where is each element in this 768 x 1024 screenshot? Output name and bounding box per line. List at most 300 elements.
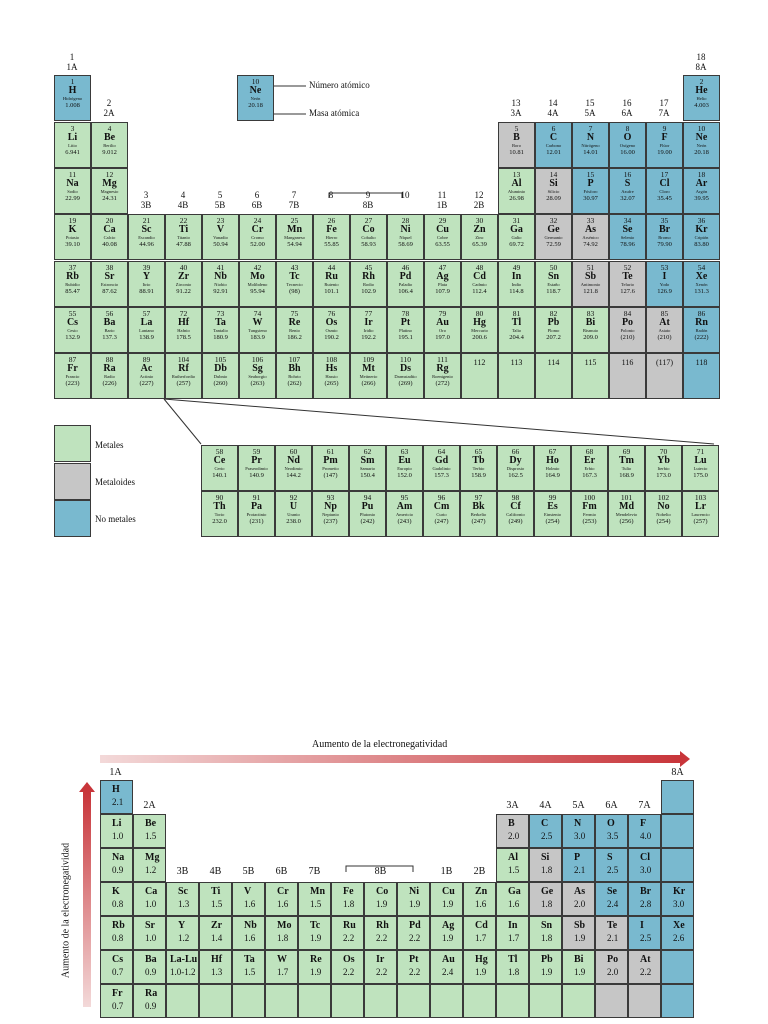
element-symbol: Pt (409, 954, 419, 965)
atomic-number: 28 (401, 216, 410, 225)
element-name: Actinio (139, 374, 154, 379)
element-symbol: Cs (112, 954, 124, 965)
atomic-number: 94 (363, 493, 372, 502)
electronegativity-value: 2.2 (376, 933, 388, 943)
element-symbol: Xe (673, 920, 685, 931)
group-family-4: 4B (177, 200, 189, 210)
atomic-number: 108 (325, 355, 338, 364)
atomic-mass: 178.5 (176, 334, 191, 341)
element-symbol: Sn (541, 920, 553, 931)
element-symbol: Ra (145, 988, 158, 999)
element-name: Neón (696, 143, 707, 148)
electronegativity-value: 2.5 (640, 933, 652, 943)
atomic-mass: (266) (361, 380, 376, 387)
atomic-number: 106 (251, 355, 264, 364)
element-symbol: Zr (177, 271, 190, 282)
en-element-b (496, 814, 529, 848)
element-symbol: Ni (400, 224, 411, 235)
element-symbol: P (574, 852, 581, 863)
en-element-bi (562, 950, 595, 984)
element-name: Rodio (362, 282, 374, 287)
group-number-13: 13 (511, 98, 521, 108)
en-element-h (100, 780, 133, 814)
element-name: Gadolinio (432, 466, 451, 471)
element-symbol: I (640, 920, 644, 931)
atomic-number: 47 (438, 263, 447, 272)
atomic-number: 68 (585, 447, 594, 456)
electronegativity-value: 0.7 (112, 1001, 124, 1011)
atomic-number: 48 (475, 263, 484, 272)
electronegativity-value: 3.5 (607, 831, 619, 841)
en-element-pd (397, 916, 430, 950)
element-symbol: Np (324, 501, 337, 512)
electronegativity-value: 1.3 (178, 899, 190, 909)
electronegativity-value: 1.4 (211, 933, 223, 943)
element-symbol: Co (376, 886, 389, 897)
electronegativity-value: 1.2 (145, 865, 157, 875)
atomic-mass: 207.2 (546, 334, 561, 341)
element-symbol: Bi (585, 317, 596, 328)
atomic-number: 105 (214, 355, 227, 364)
en-empty-cell (199, 984, 232, 1018)
element-name: Hierro (325, 235, 338, 240)
en-element-ti (199, 882, 232, 916)
electronegativity-value: 2.1 (574, 865, 586, 875)
en-group-label-17: 7A (638, 800, 651, 811)
element-name: Arsénico (582, 235, 599, 240)
atomic-mass: 167.3 (582, 472, 597, 479)
element-name: Litio (68, 143, 77, 148)
legend-metal-label: Metales (95, 440, 124, 450)
atomic-mass: 91.22 (176, 288, 191, 295)
element-symbol: F (640, 818, 647, 829)
en-element-at (628, 950, 661, 984)
atomic-mass: 168.9 (619, 472, 634, 479)
atomic-number: 53 (660, 263, 669, 272)
atomic-mass: (226) (102, 380, 117, 387)
electronegativity-value: 1.5 (145, 831, 157, 841)
element-name: Curio (436, 512, 447, 517)
element-name: Manganeso (284, 235, 305, 240)
element-symbol: Sn (547, 271, 560, 282)
atomic-number: 90 (215, 493, 224, 502)
en-group-label-18: 8A (671, 767, 684, 778)
element-name: Hassio (325, 374, 338, 379)
element-symbol: O (623, 132, 632, 143)
electronegativity-value: 2.1 (607, 933, 619, 943)
group-number-3: 3 (143, 190, 149, 200)
atomic-number: 9 (662, 124, 667, 133)
atomic-mass: 186.2 (287, 334, 302, 341)
element-name: Oxígeno (619, 143, 636, 148)
element-symbol: Ta (215, 317, 226, 328)
element-symbol: Ru (343, 920, 356, 931)
group-family-3: 3B (140, 200, 152, 210)
atomic-mass: 78.96 (620, 241, 635, 248)
en-empty-cell (430, 984, 463, 1018)
atomic-mass: 175.0 (693, 472, 708, 479)
atomic-mass: (242) (360, 518, 375, 525)
electronegativity-value: 1.6 (244, 899, 256, 909)
element-name: Silicio (547, 189, 560, 194)
atomic-mass: 131.3 (694, 288, 709, 295)
atomic-mass: 126.9 (657, 288, 672, 295)
atomic-number: 114 (547, 358, 560, 367)
element-symbol: U (289, 501, 298, 512)
electronegativity-value: 2.0 (574, 899, 586, 909)
element-name: Telurio (621, 282, 634, 287)
atomic-number: 54 (697, 263, 706, 272)
en-element-po (595, 950, 628, 984)
atomic-number: 14 (549, 170, 558, 179)
atomic-number: 3 (70, 124, 75, 133)
electronegativity-value: 1.0 (145, 933, 157, 943)
element-name: Rutherfordio (171, 374, 196, 379)
element-symbol: Fm (582, 501, 597, 512)
en-element-be (133, 814, 166, 848)
element-symbol: Hs (325, 363, 338, 374)
atomic-number: 59 (252, 447, 261, 456)
en-element-os (331, 950, 364, 984)
element-name: Dubnio (213, 374, 228, 379)
element-symbol: Tm (619, 455, 634, 466)
electronegativity-value: 2.5 (607, 865, 619, 875)
element-symbol: Tl (508, 954, 518, 965)
element-symbol: Pa (250, 501, 263, 512)
atomic-mass: (272) (435, 380, 450, 387)
en-empty-cell (166, 984, 199, 1018)
element-name: Prometio (322, 466, 339, 471)
atomic-number: 55 (68, 309, 77, 318)
en-element-y (166, 916, 199, 950)
element-symbol: Nb (244, 920, 257, 931)
atomic-number: 26 (327, 216, 336, 225)
atomic-number: 12 (105, 170, 114, 179)
element-name: Iridio (363, 328, 374, 333)
atomic-number: 60 (289, 447, 298, 456)
element-name: Rubidio (65, 282, 80, 287)
atomic-number: 8 (625, 124, 630, 133)
element-symbol: Ga (508, 886, 521, 897)
atomic-mass: 150.4 (360, 472, 375, 479)
atomic-number: 66 (511, 447, 520, 456)
group-family-1: 1A (66, 62, 78, 72)
atomic-number: 96 (437, 493, 446, 502)
group-family-2: 2A (103, 108, 115, 118)
element-name: Escandio (138, 235, 155, 240)
en-element-mo (265, 916, 298, 950)
atomic-number: 98 (511, 493, 520, 502)
element-name: Niobio (214, 282, 227, 287)
electronegativity-value: 3.0 (574, 831, 586, 841)
element-symbol: Lr (694, 501, 707, 512)
atomic-mass: 102.9 (361, 288, 376, 295)
atomic-number: 17 (660, 170, 669, 179)
element-symbol: He (695, 85, 708, 96)
group-family-7: 7B (288, 200, 300, 210)
group-number-1: 1 (69, 52, 75, 62)
atomic-number: (117) (655, 358, 674, 367)
element-name: Mendelevio (615, 512, 638, 517)
element-symbol: Pr (251, 455, 262, 466)
element-symbol: Hg (475, 954, 488, 965)
element-name: Magnesio (100, 189, 119, 194)
label-atomic-number: Número atómico (309, 80, 370, 90)
element-name: Potasio (65, 235, 80, 240)
en-element-cd (463, 916, 496, 950)
en-group-label-2: 2A (143, 800, 156, 811)
en-element-rh (364, 916, 397, 950)
element-name: Nitrógeno (581, 143, 600, 148)
label-atomic-mass: Masa atómica (309, 108, 360, 118)
group-number-15: 15 (585, 98, 595, 108)
element-name: Fermio (583, 512, 596, 517)
element-symbol: Rb (66, 271, 79, 282)
atomic-mass: (231) (249, 518, 264, 525)
atomic-number: 10 (697, 124, 706, 133)
element-symbol: Ds (399, 363, 412, 374)
en-element-al (496, 848, 529, 882)
element-symbol: Er (583, 455, 596, 466)
element-symbol: No (657, 501, 670, 512)
group-family-18: 8A (695, 62, 707, 72)
atomic-number: 107 (288, 355, 301, 364)
atomic-mass: 195.1 (398, 334, 413, 341)
en-element-sn (529, 916, 562, 950)
element-symbol: Es (547, 501, 558, 512)
electronegativity-value: 1.0-1.2 (170, 967, 196, 977)
atomic-mass: 65.39 (472, 241, 487, 248)
atomic-mass: 112.4 (472, 288, 487, 295)
atomic-number: 91 (252, 493, 261, 502)
element-symbol: Rf (178, 363, 189, 374)
element-name: Tecnecio (286, 282, 303, 287)
electronegativity-value: 1.9 (541, 967, 553, 977)
element-symbol: Hf (211, 954, 223, 965)
element-name: Neodimio (284, 466, 303, 471)
atomic-number: 62 (363, 447, 372, 456)
element-symbol: Cu (436, 224, 449, 235)
electronegativity-value: 1.6 (277, 899, 289, 909)
group-number-6: 6 (254, 190, 260, 200)
atomic-number: 70 (659, 447, 668, 456)
atomic-mass: 83.80 (694, 241, 709, 248)
element-symbol: Y (142, 271, 151, 282)
element-symbol: Sb (574, 920, 586, 931)
element-symbol: Gd (434, 455, 449, 466)
element-symbol: Ce (213, 455, 226, 466)
atomic-number: 38 (105, 263, 114, 272)
element-symbol: Co (362, 224, 375, 235)
atomic-number: 19 (68, 216, 77, 225)
element-symbol: Ba (103, 317, 116, 328)
en-element-ba (133, 950, 166, 984)
atomic-mass: 50.94 (213, 241, 228, 248)
electronegativity-value: 2.2 (640, 967, 652, 977)
en-element-fr (100, 984, 133, 1018)
element-symbol: N (574, 818, 582, 829)
element-name: Paladio (398, 282, 413, 287)
atomic-mass: 173.0 (656, 472, 671, 479)
en-element-tc (298, 916, 331, 950)
en-empty-cell (364, 984, 397, 1018)
atomic-mass: (227) (139, 380, 154, 387)
element-symbol: Ho (546, 455, 559, 466)
group-family-13: 3A (510, 108, 522, 118)
en-group-label-6: 6B (275, 866, 288, 877)
atomic-number: 88 (105, 355, 114, 364)
atomic-mass: 39.95 (694, 195, 709, 202)
atomic-mass: 200.6 (472, 334, 487, 341)
element-symbol: V (216, 224, 225, 235)
element-symbol: Be (145, 818, 157, 829)
atomic-number: 63 (400, 447, 409, 456)
atomic-number: 6 (551, 124, 556, 133)
element-name: Cerio (214, 466, 225, 471)
atomic-mass: 204.4 (509, 334, 524, 341)
element-symbol: Dy (509, 455, 522, 466)
atomic-number: 103 (694, 493, 707, 502)
electronegativity-value: 1.5 (211, 899, 223, 909)
atomic-mass: 162.5 (508, 472, 523, 479)
atomic-mass: 1.008 (65, 102, 80, 109)
atomic-mass: 39.10 (65, 241, 80, 248)
electronegativity-value: 3.0 (673, 899, 685, 909)
element-symbol: I (662, 271, 667, 282)
element-name: Argón (695, 189, 708, 194)
atomic-mass: (147) (323, 472, 338, 479)
en-element-si (529, 848, 562, 882)
element-name: Praseodimio (245, 466, 268, 471)
en-element-w (265, 950, 298, 984)
en-element-sr (133, 916, 166, 950)
atomic-number: 113 (510, 358, 523, 367)
atomic-mass: 121.8 (583, 288, 598, 295)
atomic-number: 25 (290, 216, 299, 225)
element-name: Estaño (547, 282, 560, 287)
element-symbol: Pb (541, 954, 553, 965)
atomic-number: 75 (290, 309, 299, 318)
atomic-number: 43 (290, 263, 299, 272)
atomic-mass: (223) (65, 380, 80, 387)
element-name: Tantalio (213, 328, 228, 333)
en-element-cs (100, 950, 133, 984)
atomic-number: 15 (586, 170, 595, 179)
element-name: Darmstadtio (394, 374, 417, 379)
element-symbol: Hg (473, 317, 486, 328)
element-name: Nobelio (656, 512, 671, 517)
atomic-number: 52 (623, 263, 632, 272)
atomic-number: 36 (697, 216, 706, 225)
en-element-as (562, 882, 595, 916)
group-number-10: 10 (400, 190, 410, 200)
atomic-mass: (269) (398, 380, 413, 387)
en-element-rb (100, 916, 133, 950)
element-symbol: Mo (250, 271, 265, 282)
element-symbol: Hf (177, 317, 190, 328)
element-name: Boro (512, 143, 521, 148)
element-symbol: Ag (442, 920, 455, 931)
element-name: Selenio (620, 235, 635, 240)
en-element-o (595, 814, 628, 848)
atomic-number: 18 (697, 170, 706, 179)
element-symbol: Ta (244, 954, 255, 965)
atomic-mass: (257) (693, 518, 708, 525)
element-symbol: Sc (178, 886, 188, 897)
electronegativity-value: 2.6 (673, 933, 685, 943)
element-name: Lutecio (693, 466, 708, 471)
element-name: Radón (695, 328, 708, 333)
en-empty-cell (562, 984, 595, 1018)
element-symbol: Lu (694, 455, 707, 466)
electronegativity-value: 1.9 (376, 899, 388, 909)
atomic-number: 97 (474, 493, 483, 502)
atomic-mass: 118.7 (546, 288, 561, 295)
en-element-cu (430, 882, 463, 916)
en-empty-cell (661, 984, 694, 1018)
element-symbol: At (659, 317, 670, 328)
en-element-i (628, 916, 661, 950)
en-element-n (562, 814, 595, 848)
en-element-pt (397, 950, 430, 984)
element-symbol: Rb (112, 920, 125, 931)
element-symbol: Ir (364, 317, 373, 328)
element-symbol: Os (325, 317, 338, 328)
en-empty-cell (496, 984, 529, 1018)
element-name: Disprosio (506, 466, 525, 471)
atomic-mass: (98) (289, 288, 300, 295)
en-group-label-11: 1B (440, 866, 453, 877)
atomic-number: 44 (327, 263, 336, 272)
en-element-li (100, 814, 133, 848)
arrow-horizontal-label: Aumento de la electronegatividad (312, 739, 448, 750)
element-name: Neptunio (322, 512, 339, 517)
atomic-mass: (262) (287, 380, 302, 387)
atomic-mass: 114.8 (509, 288, 524, 295)
element-symbol: Db (214, 363, 227, 374)
en-element-in (496, 916, 529, 950)
atomic-number: 65 (474, 447, 483, 456)
element-symbol: C (549, 132, 558, 143)
group-number-4: 4 (180, 190, 186, 200)
electronegativity-value: 1.9 (574, 967, 586, 977)
en-group-label-7: 7B (308, 866, 321, 877)
electronegativity-value: 4.0 (640, 831, 652, 841)
element-name: Americio (396, 512, 413, 517)
electronegativity-value: 1.6 (475, 899, 487, 909)
atomic-mass: 19.00 (657, 149, 672, 156)
element-name: Titanio (177, 235, 190, 240)
element-symbol: Si (549, 178, 558, 189)
element-symbol: Mo (277, 920, 292, 931)
atomic-number: 82 (549, 309, 558, 318)
en-element-ni (397, 882, 430, 916)
electronegativity-value: 1.8 (343, 899, 355, 909)
atomic-mass: (263) (250, 380, 265, 387)
en-element-ag (430, 916, 463, 950)
electronegativity-value: 2.0 (607, 967, 619, 977)
electronegativity-value: 2.1 (112, 797, 124, 807)
element-name: Francio (65, 374, 80, 379)
electronegativity-value: 1.7 (277, 967, 289, 977)
element-symbol: Li (112, 818, 122, 829)
en-group-label-14: 4A (539, 800, 552, 811)
element-symbol: Y (178, 920, 186, 931)
element-symbol: V (244, 886, 252, 897)
electronegativity-value: 1.7 (475, 933, 487, 943)
electronegativity-value: 2.4 (442, 967, 454, 977)
element-name: Bohrio (288, 374, 301, 379)
